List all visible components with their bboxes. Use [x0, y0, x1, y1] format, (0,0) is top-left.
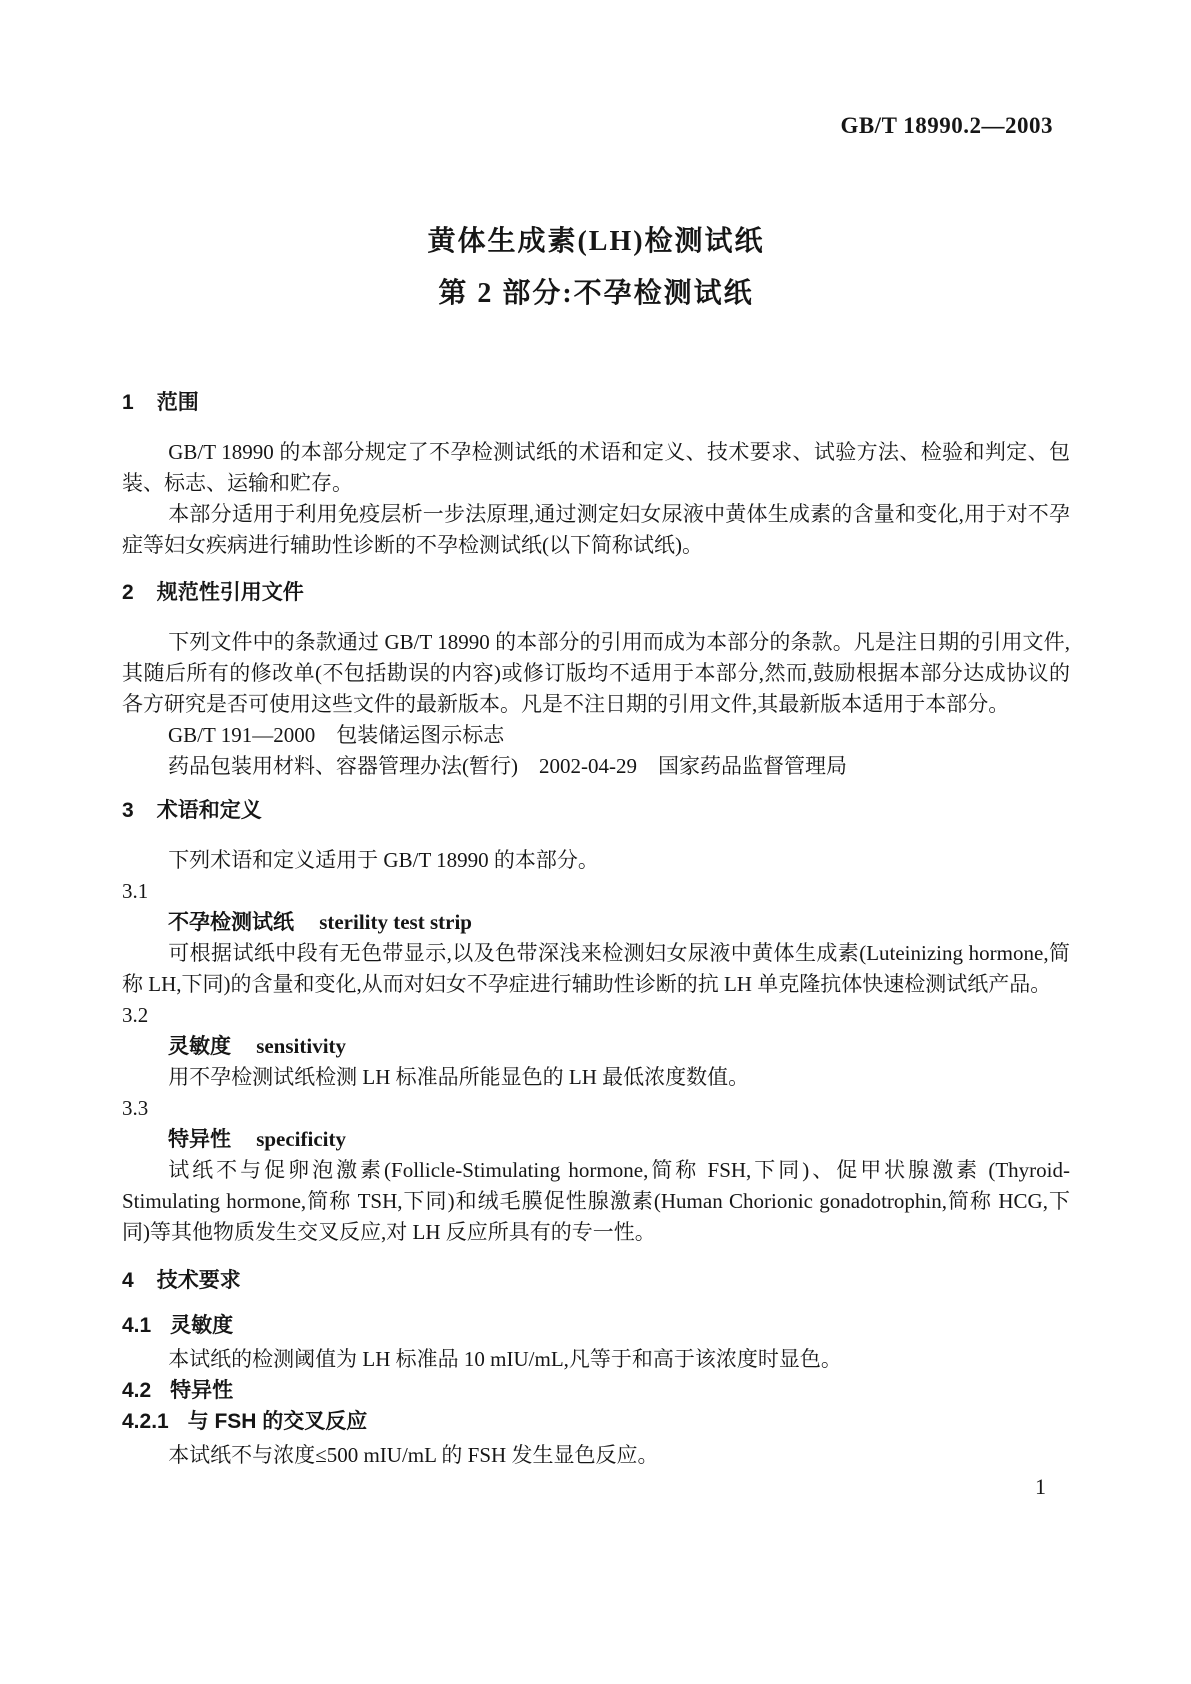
- term-1-name-en: sterility test strip: [319, 910, 472, 934]
- clause-4-1-heading: [122, 1310, 1070, 1341]
- section-2-paragraph-1: 下列文件中的条款通过 GB/T 18990 的本部分的引用而成为本部分的条款。凡是注日期的引用文件,其随后所有的修改单(不包括勘误的内容)或修订版均不适用于本部分,然而,鼓励根据本部分达成协议的各方研究是否可使用这些文件的最新版本。凡是不注日期的引用文件,其最新版本适用于本部分。: [122, 630, 1070, 716]
- section-2-heading: [122, 577, 1070, 608]
- clause-4-2-1-title: 与 FSH 的交叉反应: [187, 1410, 368, 1433]
- clause-4-2-1-body: 本试纸不与浓度≤500 mIU/mL 的 FSH 发生显色反应。: [168, 1443, 659, 1467]
- section-2-title: 规范性引用文件: [156, 581, 304, 604]
- clause-3-2-number: 3.2: [122, 1003, 149, 1027]
- term-1-heading: [122, 907, 1070, 938]
- document-title-line2: 第 2 部分:不孕检测试纸: [438, 278, 754, 309]
- term-2-definition: 用不孕检测试纸检测 LH 标准品所能显色的 LH 最低浓度数值。: [168, 1065, 750, 1089]
- section-3-intro: 下列术语和定义适用于 GB/T 18990 的本部分。: [168, 848, 599, 872]
- clause-4-1-title: 灵敏度: [170, 1314, 234, 1337]
- clause-4-2-1-heading: [122, 1406, 1070, 1437]
- section-3-heading: [122, 795, 1070, 826]
- clause-3-3-number: 3.3: [122, 1096, 149, 1120]
- term-1-definition: 可根据试纸中段有无色带显示,以及色带深浅来检测妇女尿液中黄体生成素(Luteinizing hormone,简称 LH,下同)的含量和变化,从而对妇女不孕症进行辅助性诊断的抗 LH 单克隆抗体快速检测试纸产品。: [122, 941, 1070, 996]
- document-title-line1: 黄体生成素(LH)检测试纸: [427, 226, 765, 257]
- term-3-name-en: specificity: [256, 1127, 346, 1151]
- section-3-title: 术语和定义: [156, 799, 262, 822]
- clause-4-2-1-number: 4.2.1: [122, 1410, 169, 1433]
- clause-4-2-heading: [122, 1375, 1070, 1406]
- section-4-title: 技术要求: [156, 1269, 241, 1292]
- term-3-definition: 试纸不与促卵泡激素(Follicle-Stimulating hormone,简称 FSH,下同)、促甲状腺激素 (Thyroid-Stimulating hormone,简称 TSH,下同)和绒毛膜促性腺激素(Human Chorionic gonadotrophin,简称 HCG,下同)等其他物质发生交叉反应,对 LH 反应所具有的专一性。: [122, 1158, 1070, 1244]
- clause-4-1-body: 本试纸的检测阈值为 LH 标准品 10 mIU/mL,凡等于和高于该浓度时显色。: [168, 1347, 842, 1371]
- section-3-number: 3: [122, 799, 134, 822]
- section-1-paragraph-1: GB/T 18990 的本部分规定了不孕检测试纸的术语和定义、技术要求、试验方法、检验和判定、包装、标志、运输和贮存。: [122, 440, 1070, 495]
- term-2-name-en: sensitivity: [256, 1034, 347, 1058]
- clause-3-1-number: 3.1: [122, 879, 149, 903]
- document-title: [122, 0, 1070, 320]
- page-number: 1: [1035, 1474, 1046, 1499]
- section-2-number: 2: [122, 581, 134, 604]
- normative-reference-2: 药品包装用材料、容器管理办法(暂行) 2002-04-29 国家药品监督管理局: [168, 754, 847, 778]
- section-1-heading: [122, 387, 1070, 418]
- standard-code: GB/T 18990.2—2003: [840, 113, 1053, 138]
- term-3-heading: [122, 1124, 1070, 1155]
- section-4-number: 4: [122, 1269, 134, 1292]
- clause-4-1-number: 4.1: [122, 1314, 152, 1337]
- term-1-name-zh: 不孕检测试纸: [168, 911, 294, 934]
- term-2-heading: [122, 1031, 1070, 1062]
- term-3-name-zh: 特异性: [168, 1128, 231, 1151]
- section-1-paragraph-2: 本部分适用于利用免疫层析一步法原理,通过测定妇女尿液中黄体生成素的含量和变化,用于对不孕症等妇女疾病进行辅助性诊断的不孕检测试纸(以下简称试纸)。: [122, 502, 1070, 557]
- section-1-title: 范围: [156, 391, 199, 414]
- section-1-number: 1: [122, 391, 134, 414]
- clause-4-2-title: 特异性: [170, 1379, 234, 1402]
- clause-4-2-number: 4.2: [122, 1379, 152, 1402]
- term-2-name-zh: 灵敏度: [168, 1035, 231, 1058]
- normative-reference-1: GB/T 191—2000 包装储运图示标志: [168, 723, 505, 747]
- section-4-heading: [122, 1265, 1070, 1296]
